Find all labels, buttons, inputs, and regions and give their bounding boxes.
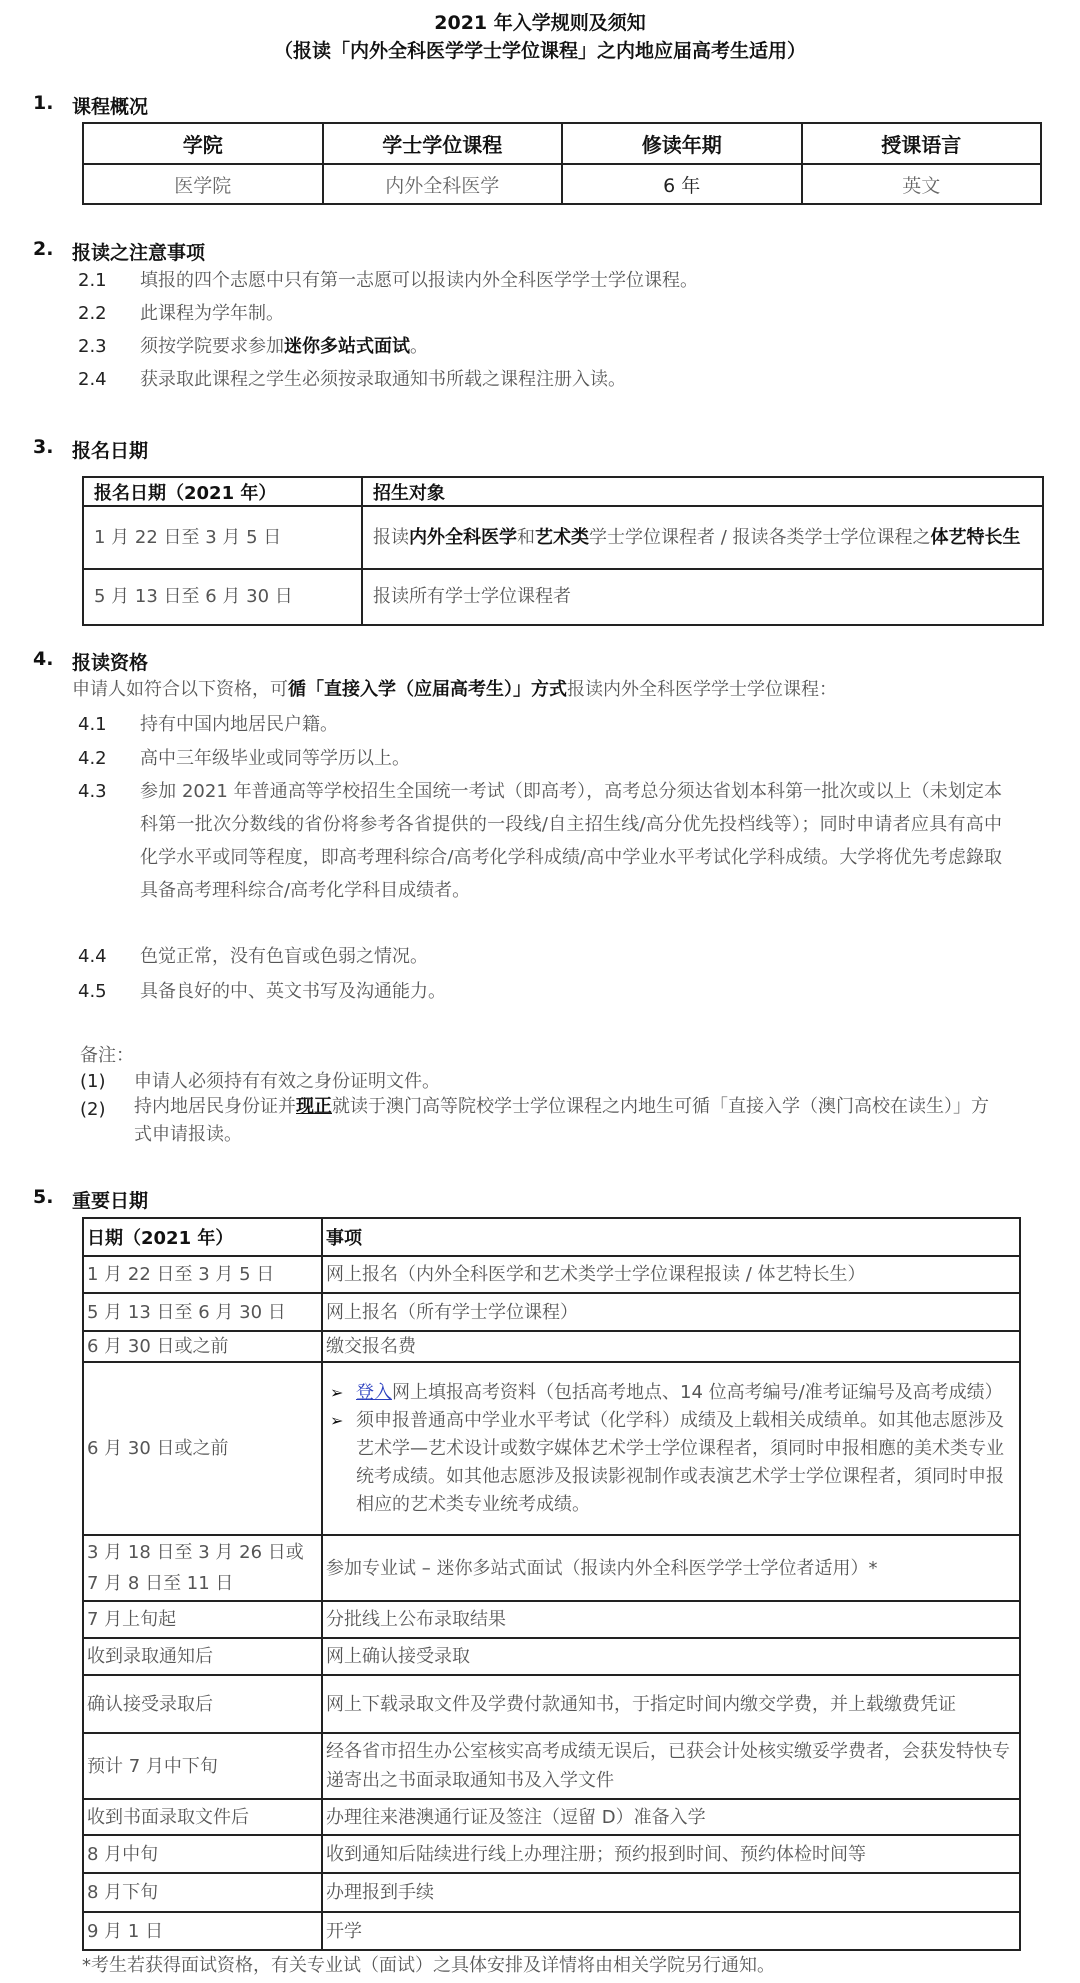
date-line: 7 月 8 日至 11 日: [87, 1573, 234, 1594]
list-item: [140, 330, 1000, 363]
header-language: 授课语言: [802, 123, 1042, 164]
text-segment: 。: [410, 336, 428, 357]
bullet-item: [326, 1379, 1015, 1407]
section-5-number: 5.: [33, 1186, 54, 1208]
table-header-row: [83, 123, 1041, 164]
list-item: 填报的四个志愿中只有第一志愿可以报读内外全科医学学士学位课程。: [140, 270, 698, 291]
cell-event: 办理报到手续: [322, 1873, 1020, 1912]
list-item: 参加 2021 年普通高等学校招生全国统一考试（即高考），高考总分须达省划本科第一批次或以上（未划定本科第一批次分数线的省份将参考各省提供的一段线/自主招生线/高分优先投档线等）；同时申请者应具有高中化学水平或同等程度，即高考理科综合/高考化学科成绩/高中学业水平考试化学科成绩。大学将优先考虑錄取具备高考理科综合/高考化学科目成绩者。: [140, 781, 1002, 901]
list-item: 色觉正常，没有色盲或色弱之情况。: [140, 946, 428, 967]
cell-event: 缴交报名费: [322, 1331, 1020, 1362]
section-2-heading: 报读之注意事项: [72, 242, 206, 264]
text-segment: 报读: [373, 526, 409, 548]
item-number: 2.1: [78, 270, 107, 291]
text-segment: 须申报普通高中学业水平考试（化学科）成绩及上载相关成绩单。如其他志愿涉及艺术学—艺术设计或数字媒体艺术学士学位课程者，須同时申报相應的美术类专业统考成绩。如其他志愿涉及报读影视制作或表演艺术学士学位课程者，須同时申报相应的艺术类专业统考成绩。: [356, 1409, 1004, 1515]
cell-date: 6 月 30 日或之前: [83, 1362, 322, 1535]
text-segment: 就读于澳门高等院校学士学位课程之内地生可循「直接入学（澳门高校在读生）」方式申请报读。: [134, 1096, 989, 1145]
note-item: 申请人必须持有有效之身份证明文件。: [134, 1071, 440, 1092]
cell-degree-program: 内外全科医学: [323, 164, 563, 204]
text-segment: 和: [517, 526, 535, 548]
cell-date: 7 月上旬起: [83, 1601, 322, 1638]
item-number: 4.5: [78, 981, 107, 1002]
cell-event: 网上确认接受录取: [322, 1638, 1020, 1675]
item-number: 2.2: [78, 303, 107, 324]
cell-date: 1 月 22 日至 3 月 5 日: [83, 506, 362, 569]
section-4-intro: [72, 673, 1032, 706]
cell-event: 参加专业试 – 迷你多站式面试（报读内外全科医学学士学位者适用）*: [322, 1535, 1020, 1601]
cell-date: 8 月中旬: [83, 1835, 322, 1873]
arrow-bullet-icon: ➢: [330, 1382, 344, 1402]
item-number: 2.4: [78, 369, 107, 390]
cell-date: 9 月 1 日: [83, 1912, 322, 1950]
cell-date: 8 月下旬: [83, 1873, 322, 1912]
table-row: [83, 164, 1041, 204]
cell-date: 1 月 22 日至 3 月 5 日: [83, 1256, 322, 1293]
cell-date: 确认接受录取后: [83, 1675, 322, 1733]
list-item: 具备良好的中、英文书写及沟通能力。: [140, 981, 446, 1002]
table-row: [83, 1638, 1020, 1675]
cell-faculty: 医学院: [83, 164, 323, 204]
table-row: [83, 569, 1043, 625]
bold-text: 循「直接入学（应届高考生）」方式: [288, 679, 567, 700]
header-event: 事项: [322, 1218, 1020, 1256]
section-4-number: 4.: [33, 648, 54, 670]
table-header-row: [83, 1218, 1020, 1256]
text-segment: 学士学位课程者 / 报读各类学士学位课程之: [589, 526, 931, 548]
cell-duration: 6 年: [562, 164, 802, 204]
cell-event: 网上报名（所有学士学位课程）: [322, 1293, 1020, 1331]
table-row: [83, 1835, 1020, 1873]
bold-text: 艺术类: [535, 526, 589, 548]
header-application-date: 报名日期（2021 年）: [83, 477, 362, 506]
header-faculty: 学院: [83, 123, 323, 164]
table-row: [83, 1675, 1020, 1733]
cell-date: 5 月 13 日至 6 月 30 日: [83, 569, 362, 625]
cell-date: 5 月 13 日至 6 月 30 日: [83, 1293, 322, 1331]
bold-text: 迷你多站式面试: [284, 336, 410, 357]
notes-label: 备注：: [80, 1045, 134, 1066]
table-row: [83, 1362, 1020, 1535]
table-row: [83, 1293, 1020, 1331]
header-duration: 修读年期: [562, 123, 802, 164]
table-row: [83, 1331, 1020, 1362]
cell-event: 分批线上公布录取结果: [322, 1601, 1020, 1638]
item-number: 4.2: [78, 748, 107, 769]
item-number: 4.4: [78, 946, 107, 967]
note-item: [134, 1093, 1004, 1149]
table-row: [83, 1873, 1020, 1912]
header-date: 日期（2021 年）: [83, 1218, 322, 1256]
bold-text: 内外全科医学: [409, 526, 517, 548]
cell-event: 网上报名（内外全科医学和艺术类学士学位课程报读 / 体艺特长生）: [322, 1256, 1020, 1293]
login-link[interactable]: 登入: [356, 1381, 392, 1403]
bullet-list: [326, 1379, 1015, 1519]
table-row: [83, 1601, 1020, 1638]
footnote: *考生若获得面试资格，有关专业试（面试）之具体安排及详情将由相关学院另行通知。: [82, 1955, 775, 1976]
section-1-heading: 课程概况: [72, 96, 149, 118]
table-row: [83, 1912, 1020, 1950]
text-segment: 申请人如符合以下资格，可: [72, 679, 288, 700]
important-dates-table: [82, 1217, 1021, 1951]
table-row: [83, 506, 1043, 569]
cell-date: 预计 7 月中下旬: [83, 1733, 322, 1799]
cell-date: [83, 1535, 322, 1601]
cell-language: 英文: [802, 164, 1042, 204]
section-4-heading: 报读资格: [72, 652, 149, 674]
item-number: 4.3: [78, 781, 107, 802]
list-item: 高中三年级毕业或同等学历以上。: [140, 748, 410, 769]
cell-event: 网上下载录取文件及学费付款通知书，于指定时间内缴交学费，并上载缴费凭证: [322, 1675, 1020, 1733]
application-dates-table: [82, 476, 1044, 626]
header-degree-program: 学士学位课程: [323, 123, 563, 164]
document-subtitle: （报读「内外全科医学学士学位课程」之内地应届高考生适用）: [273, 40, 806, 62]
cell-date: 6 月 30 日或之前: [83, 1331, 322, 1362]
section-1-number: 1.: [33, 92, 54, 114]
cell-target: 报读所有学士学位课程者: [362, 569, 1043, 625]
cell-event: 办理往来港澳通行证及签注（逗留 D）准备入学: [322, 1799, 1020, 1835]
cell-event: 经各省市招生办公室核实高考成绩无误后，已获会计处核实缴妥学费者，会获发特快专递寄出之书面录取通知书及入学文件: [322, 1733, 1020, 1799]
list-item: 此课程为学年制。: [140, 303, 284, 324]
text-segment: 报读内外全科医学学士学位课程：: [567, 679, 837, 700]
header-target: 招生对象: [362, 477, 1043, 506]
text-segment: 网上填报高考资料（包括高考地点、14 位高考编号/准考证编号及高考成绩）: [392, 1381, 1003, 1403]
bold-underlined-text: 现正: [296, 1096, 332, 1117]
cell-event: 收到通知后陆续进行线上办理注册；预约报到时间、预约体检时间等: [322, 1835, 1020, 1873]
section-5-heading: 重要日期: [72, 1190, 149, 1212]
document-title: 2021 年入学规则及须知: [434, 12, 646, 34]
list-item: 持有中国内地居民户籍。: [140, 714, 338, 735]
table-row: [83, 1535, 1020, 1601]
table-row: [83, 1733, 1020, 1799]
bold-text: 体艺特长生: [930, 526, 1021, 548]
section-3-heading: 报名日期: [72, 440, 149, 462]
list-item: 获录取此课程之学生必须按录取通知书所载之课程注册入读。: [140, 369, 626, 390]
table-row: [83, 1256, 1020, 1293]
section-2-number: 2.: [33, 238, 54, 260]
date-line: 3 月 18 日至 3 月 26 日或: [87, 1542, 304, 1563]
text-segment: 须按学院要求参加: [140, 336, 284, 357]
cell-date: 收到录取通知后: [83, 1638, 322, 1675]
item-number: 2.3: [78, 336, 107, 357]
cell-event: 开学: [322, 1912, 1020, 1950]
note-number: (1): [80, 1071, 106, 1092]
text-segment: 持内地居民身份证并: [134, 1096, 296, 1117]
table-row: [83, 1799, 1020, 1835]
course-overview-table: [82, 122, 1042, 205]
note-number: (2): [80, 1099, 106, 1120]
table-header-row: [83, 477, 1043, 506]
cell-target: [362, 506, 1043, 569]
bullet-item: [326, 1407, 1015, 1519]
item-number: 4.1: [78, 714, 107, 735]
cell-event: [322, 1362, 1020, 1535]
cell-date: 收到书面录取文件后: [83, 1799, 322, 1835]
section-3-number: 3.: [33, 436, 54, 458]
arrow-bullet-icon: ➢: [330, 1410, 344, 1430]
